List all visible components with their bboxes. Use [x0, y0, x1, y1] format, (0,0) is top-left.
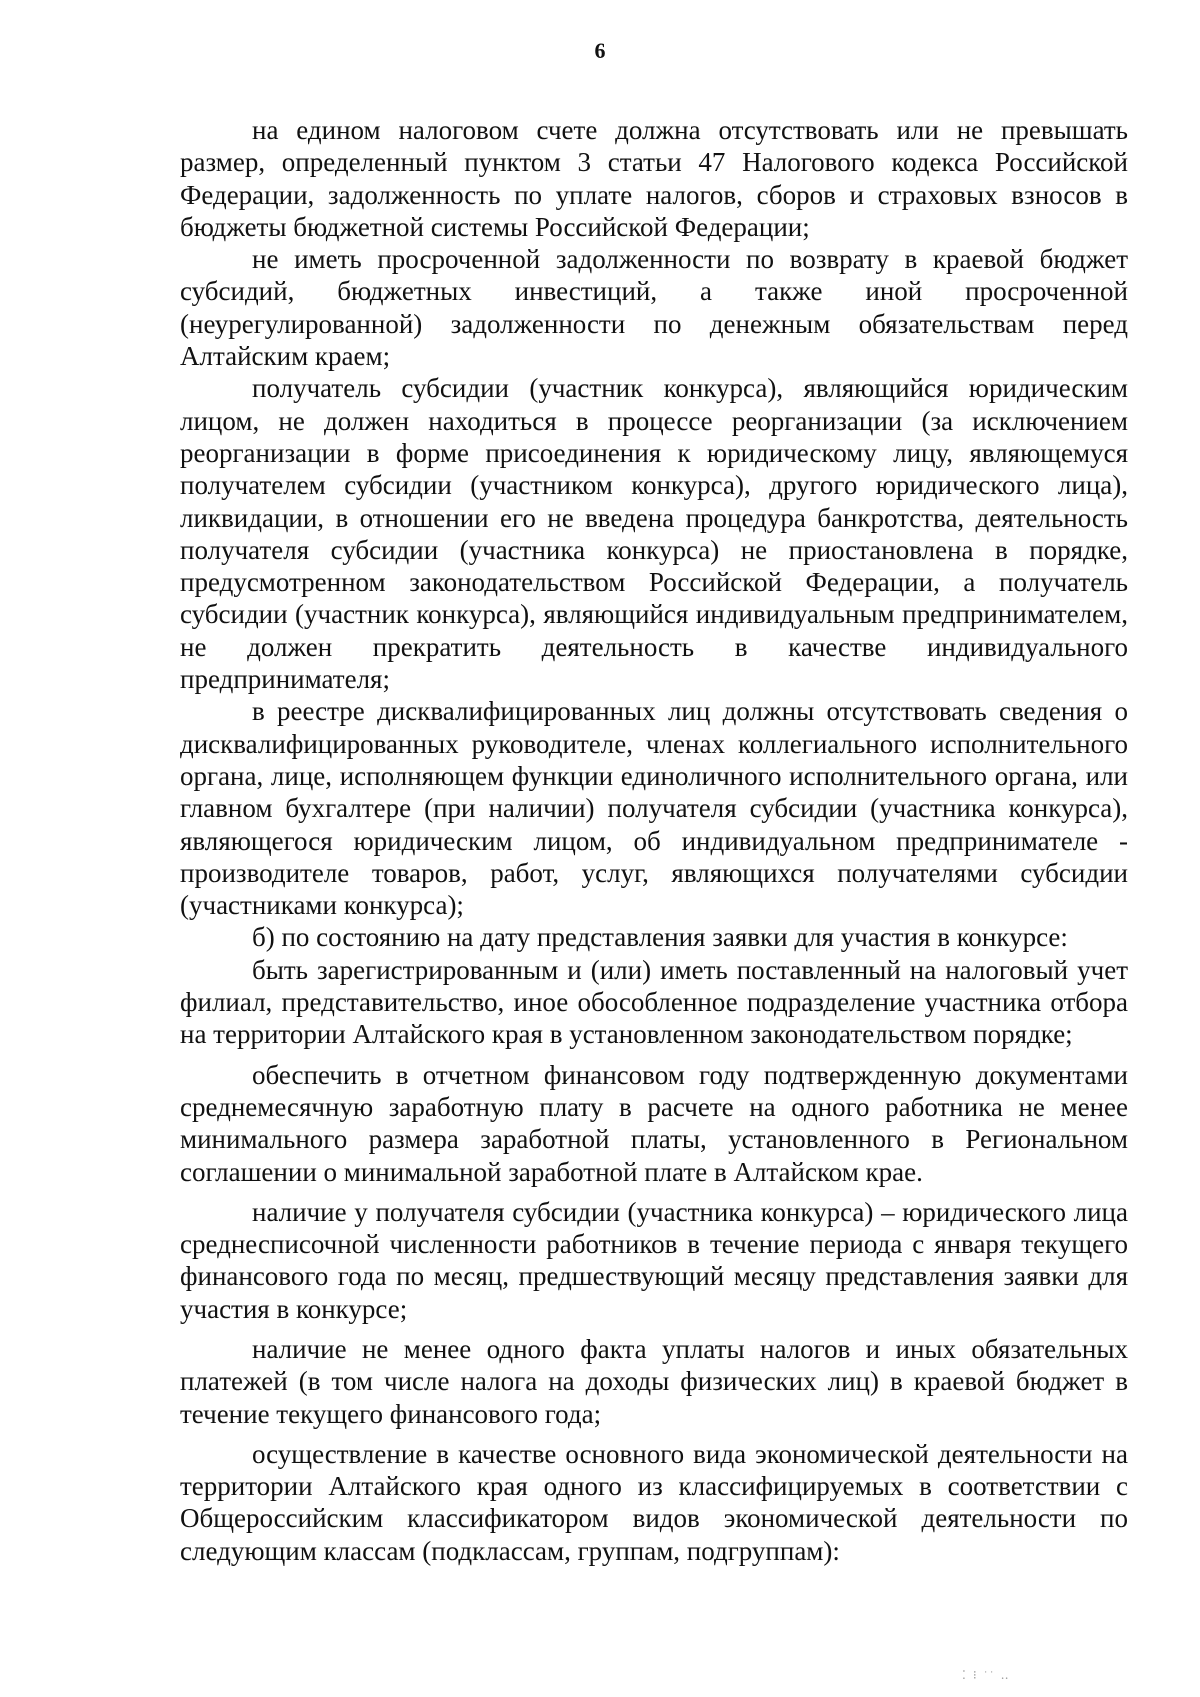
- paragraph-tax-debt: на едином налоговом счете должна отсутствовать или не превышать размер, определенный пунктом 3 статьи 47 Налогового кодекса Российской Федерации, задолженность по уплате налогов, сборов и страховых взносов в бюджеты бюджетной системы Российской Федерации;: [180, 115, 1128, 242]
- document-body: [180, 114, 1128, 1567]
- paragraph-overdue-debt: не иметь просроченной задолженности по возврату в краевой бюджет субсидий, бюджетных инвестиций, а также иной просроченной (неурегулированной) задолженности по денежным обязательствам перед Алтайским краем;: [180, 244, 1128, 372]
- paragraph-item-b: б) по состоянию на дату представления заявки для участия в конкурсе:: [252, 922, 1068, 953]
- paragraph-reorganization: получатель субсидии (участник конкурса), являющийся юридическим лицом, не должен находиться в процессе реорганизации (за исключением реорганизации в форме присоединения к юридическому лицу, являющемуся получателем субсидии (участником конкурса), другого юридического лица), ликвидации, в отношении его не введена процедура банкротства, деятельность получателя субсидии (участника конкурса) не приостановлена в порядке, предусмотренном законодательством Российской Федерации, а получатель субсидии (участник конкурса), являющийся индивидуальным предпринимателем, не должен прекратить деятельность в качестве индивидуального предпринимателя;: [180, 373, 1128, 695]
- page-number: 6: [594, 38, 606, 63]
- scan-artifact: ⁚ ⁝ ˙˙ ‥: [962, 1668, 1011, 1682]
- paragraph-tax-payment: наличие не менее одного факта уплаты налогов и иных обязательных платежей (в том числе налога на доходы физических лиц) в краевой бюджет в течение текущего финансового года;: [180, 1333, 1128, 1429]
- paragraph-registration: быть зарегистрированным и (или) иметь поставленный на налоговый учет филиал, представительство, иное обособленное подразделение участника отбора на территории Алтайского края в установленном законодательством порядке;: [180, 954, 1128, 1050]
- paragraph-okved: осуществление в качестве основного вида экономической деятельности на территории Алтайского края одного из классифицируемых в соответствии с Общероссийским классификатором видов экономической деятельности по следующим классам (подклассам, группам, подгруппам):: [180, 1438, 1128, 1566]
- paragraph-salary: обеспечить в отчетном финансовом году подтвержденную документами среднемесячную заработную плату в расчете на одного работника не менее минимального размера заработной платы, установленного в Региональном соглашении о минимальной заработной плате в Алтайском крае.: [180, 1059, 1128, 1187]
- paragraph-headcount: наличие у получателя субсидии (участника конкурса) – юридического лица среднесписочной численности работников в течение периода с января текущего финансового года по месяц, предшествующий месяцу представления заявки для участия в конкурсе;: [180, 1196, 1128, 1324]
- paragraph-disqualified-persons: в реестре дисквалифицированных лиц должны отсутствовать сведения о дисквалифицированных руководителе, членах коллегиального исполнительного органа, лице, исполняющем функции единоличного исполнительного органа, или главном бухгалтере (при наличии) получателя субсидии (участника конкурса), являющегося юридическим лицом, об индивидуальном предпринимателе - производителе товаров, работ, услуг, являющихся получателями субсидии (участниками конкурса);: [180, 696, 1128, 921]
